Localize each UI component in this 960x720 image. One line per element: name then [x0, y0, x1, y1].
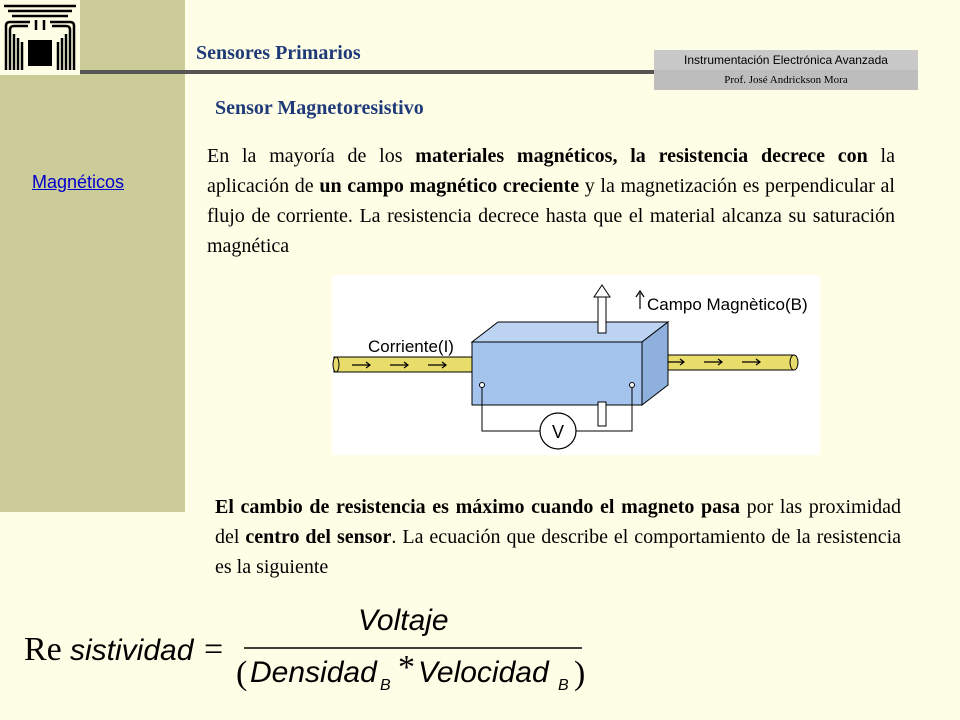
formula-numerator: Voltaje	[358, 604, 449, 637]
professor-name: Prof. José Andrickson Mora	[654, 70, 918, 90]
bold-run: un campo magnético creciente	[319, 175, 580, 197]
text-run: . La ecuación que describe el comportamiento de la resistencia es la siguiente	[215, 526, 902, 578]
voltmeter-label: V	[551, 422, 565, 442]
section-subtitle: Sensor Magnetoresistivo	[215, 97, 424, 119]
sidebar-link-magneticos[interactable]: Magnéticos	[32, 172, 125, 192]
formula-density: Densidad	[250, 656, 377, 689]
bold-run: El cambio de resistencia es máximo cuando el magneto pasa	[215, 496, 740, 518]
bold-run: materiales magnéticos, la resistencia decrece con	[415, 145, 868, 167]
text-run: En la mayoría de los	[207, 145, 416, 167]
formula-open-paren: (	[236, 655, 248, 692]
formula-times: *	[398, 649, 415, 686]
current-label: Corriente(I)	[368, 337, 454, 356]
intro-paragraph	[207, 141, 895, 261]
course-name: Instrumentación Electrónica Avanzada	[684, 53, 888, 67]
formula-equals: =	[204, 631, 224, 668]
page-title: Sensores Primarios	[196, 42, 361, 64]
formula-close-paren: )	[574, 655, 586, 692]
formula-density-sub: B	[380, 677, 391, 694]
bold-run: centro del sensor	[245, 526, 392, 548]
sidebar	[0, 0, 185, 512]
formula-lhs: sistividad	[70, 634, 194, 667]
course-info-box	[654, 50, 918, 90]
formula-lhs-prefix: Re	[24, 631, 62, 668]
text-run: la aplicación de	[207, 145, 895, 197]
magnetoresistive-diagram	[332, 275, 820, 455]
text-run: y la magnetización es perpendicular al flujo de corriente. La resistencia decrece hasta que el material alcanza su saturación magnética	[207, 175, 895, 257]
text-run: por las proximidad del	[215, 496, 901, 548]
magnetic-field-label: Campo Magnètico(B)	[647, 295, 808, 314]
explanation-paragraph	[215, 492, 901, 582]
institution-logo	[0, 0, 80, 75]
formula-velocity: Velocidad	[418, 656, 549, 689]
resistivity-equation	[22, 598, 622, 698]
formula-velocity-sub: B	[558, 677, 569, 694]
